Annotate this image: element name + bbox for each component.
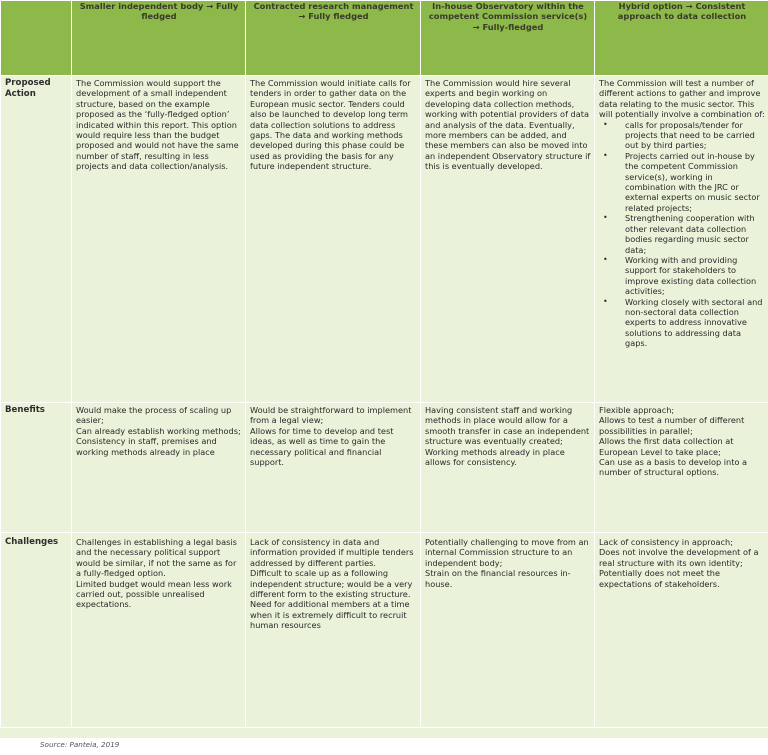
table-row-proposed-action [1, 76, 768, 403]
table-header-row [1, 1, 768, 76]
cell-proposed-contracted-research: The Commission would initiate calls for tenders in order to gather data on the European music sector. Tenders could also be launched to develop long term data collection solutions to address gaps. The data and working methods developed during this phase could be used as providing the basis for any future independent structure. [246, 76, 421, 403]
row-label-benefits: Benefits [1, 403, 72, 533]
row-label-challenges: Challenges [1, 533, 72, 728]
hybrid-intro-text: The Commission will test a number of different actions to gather and improve data relating to the music sector. This will potentially involve a combination of: [599, 78, 765, 120]
header-hybrid-option: Hybrid option → Consistent approach to data collection [595, 1, 768, 76]
list-item: • Working closely with sectoral and non-sectoral data collection experts to address innovative solutions to addressing data gaps. [625, 297, 765, 349]
list-item: • Working with and providing support for stakeholders to improve existing data collection activities; [625, 255, 765, 297]
cell-proposed-smaller-body: The Commission would support the development of a small independent structure, based on the example proposed as the ‘fully-fledged option’ indicated within this report. This option would require less than the budget proposed and would not have the same number of staff, resulting in less projects and data collection/analysis. [72, 76, 246, 403]
hybrid-actions-list [599, 120, 765, 349]
list-item: • Strengthening cooperation with other relevant data collection bodies regarding music sector data; [625, 213, 765, 255]
header-smaller-independent-body: Smaller independent body → Fully fledged [72, 1, 246, 76]
source-note: Source: Panteia, 2019 [40, 740, 120, 749]
row-label-proposed-action: Proposed Action [1, 76, 72, 403]
cell-benefits-contracted-research: Would be straightforward to implement from a legal view; Allows for time to develop and test ideas, as well as time to gain the necessary political and financial support. [246, 403, 421, 533]
cell-challenges-hybrid: Lack of consistency in approach; Does not involve the development of a real structure with its own identity; Potentially does not meet the expectations of stakeholders. [595, 533, 768, 728]
cell-proposed-in-house: The Commission would hire several experts and begin working on developing data collection methods, working with potential providers of data and analysis of the data. Eventually, more members can be added, and these members can also be moved into an independent Observatory structure if this is eventually developed. [421, 76, 595, 403]
cell-benefits-hybrid: Flexible approach; Allows to test a number of different possibilities in parallel; Allows the first data collection at European Level to take place; Can use as a basis to develop into a number of structural options. [595, 403, 768, 533]
cell-benefits-smaller-body: Would make the process of scaling up easier; Can already establish working methods; Consistency in staff, premises and working methods already in place [72, 403, 246, 533]
cell-proposed-hybrid [595, 76, 768, 403]
cell-challenges-in-house: Potentially challenging to move from an internal Commission structure to an independent body; Strain on the financial resources in-house. [421, 533, 595, 728]
list-item: • calls for proposals/tender for projects that need to be carried out by third parties; [625, 120, 765, 151]
header-in-house-observatory: In-house Observatory within the competent Commission service(s) → Fully-fledged [421, 1, 595, 76]
cell-benefits-in-house: Having consistent staff and working methods in place would allow for a smooth transfer in case an independent structure was eventually created; Working methods already in place allows for consistency. [421, 403, 595, 533]
cell-challenges-smaller-body: Challenges in establishing a legal basis and the necessary political support would be similar, if not the same as for a fully-fledged option. Limited budget would mean less work carried out, possible unrealised expectations. [72, 533, 246, 728]
table-row-benefits [1, 403, 768, 533]
list-item: • Projects carried out in-house by the competent Commission service(s), working in combination with the JRC or external experts on music sector related projects; [625, 151, 765, 213]
cell-challenges-contracted-research: Lack of consistency in data and information provided if multiple tenders addressed by different parties. Difficult to scale up as a following independent structure; would be a very different form to the existing structure. Need for additional members at a time when it is extremely difficult to recruit human resources [246, 533, 421, 728]
header-contracted-research-management: Contracted research management → Fully fledged [246, 1, 421, 76]
table-row-challenges [1, 533, 768, 728]
header-corner-cell [1, 1, 72, 76]
